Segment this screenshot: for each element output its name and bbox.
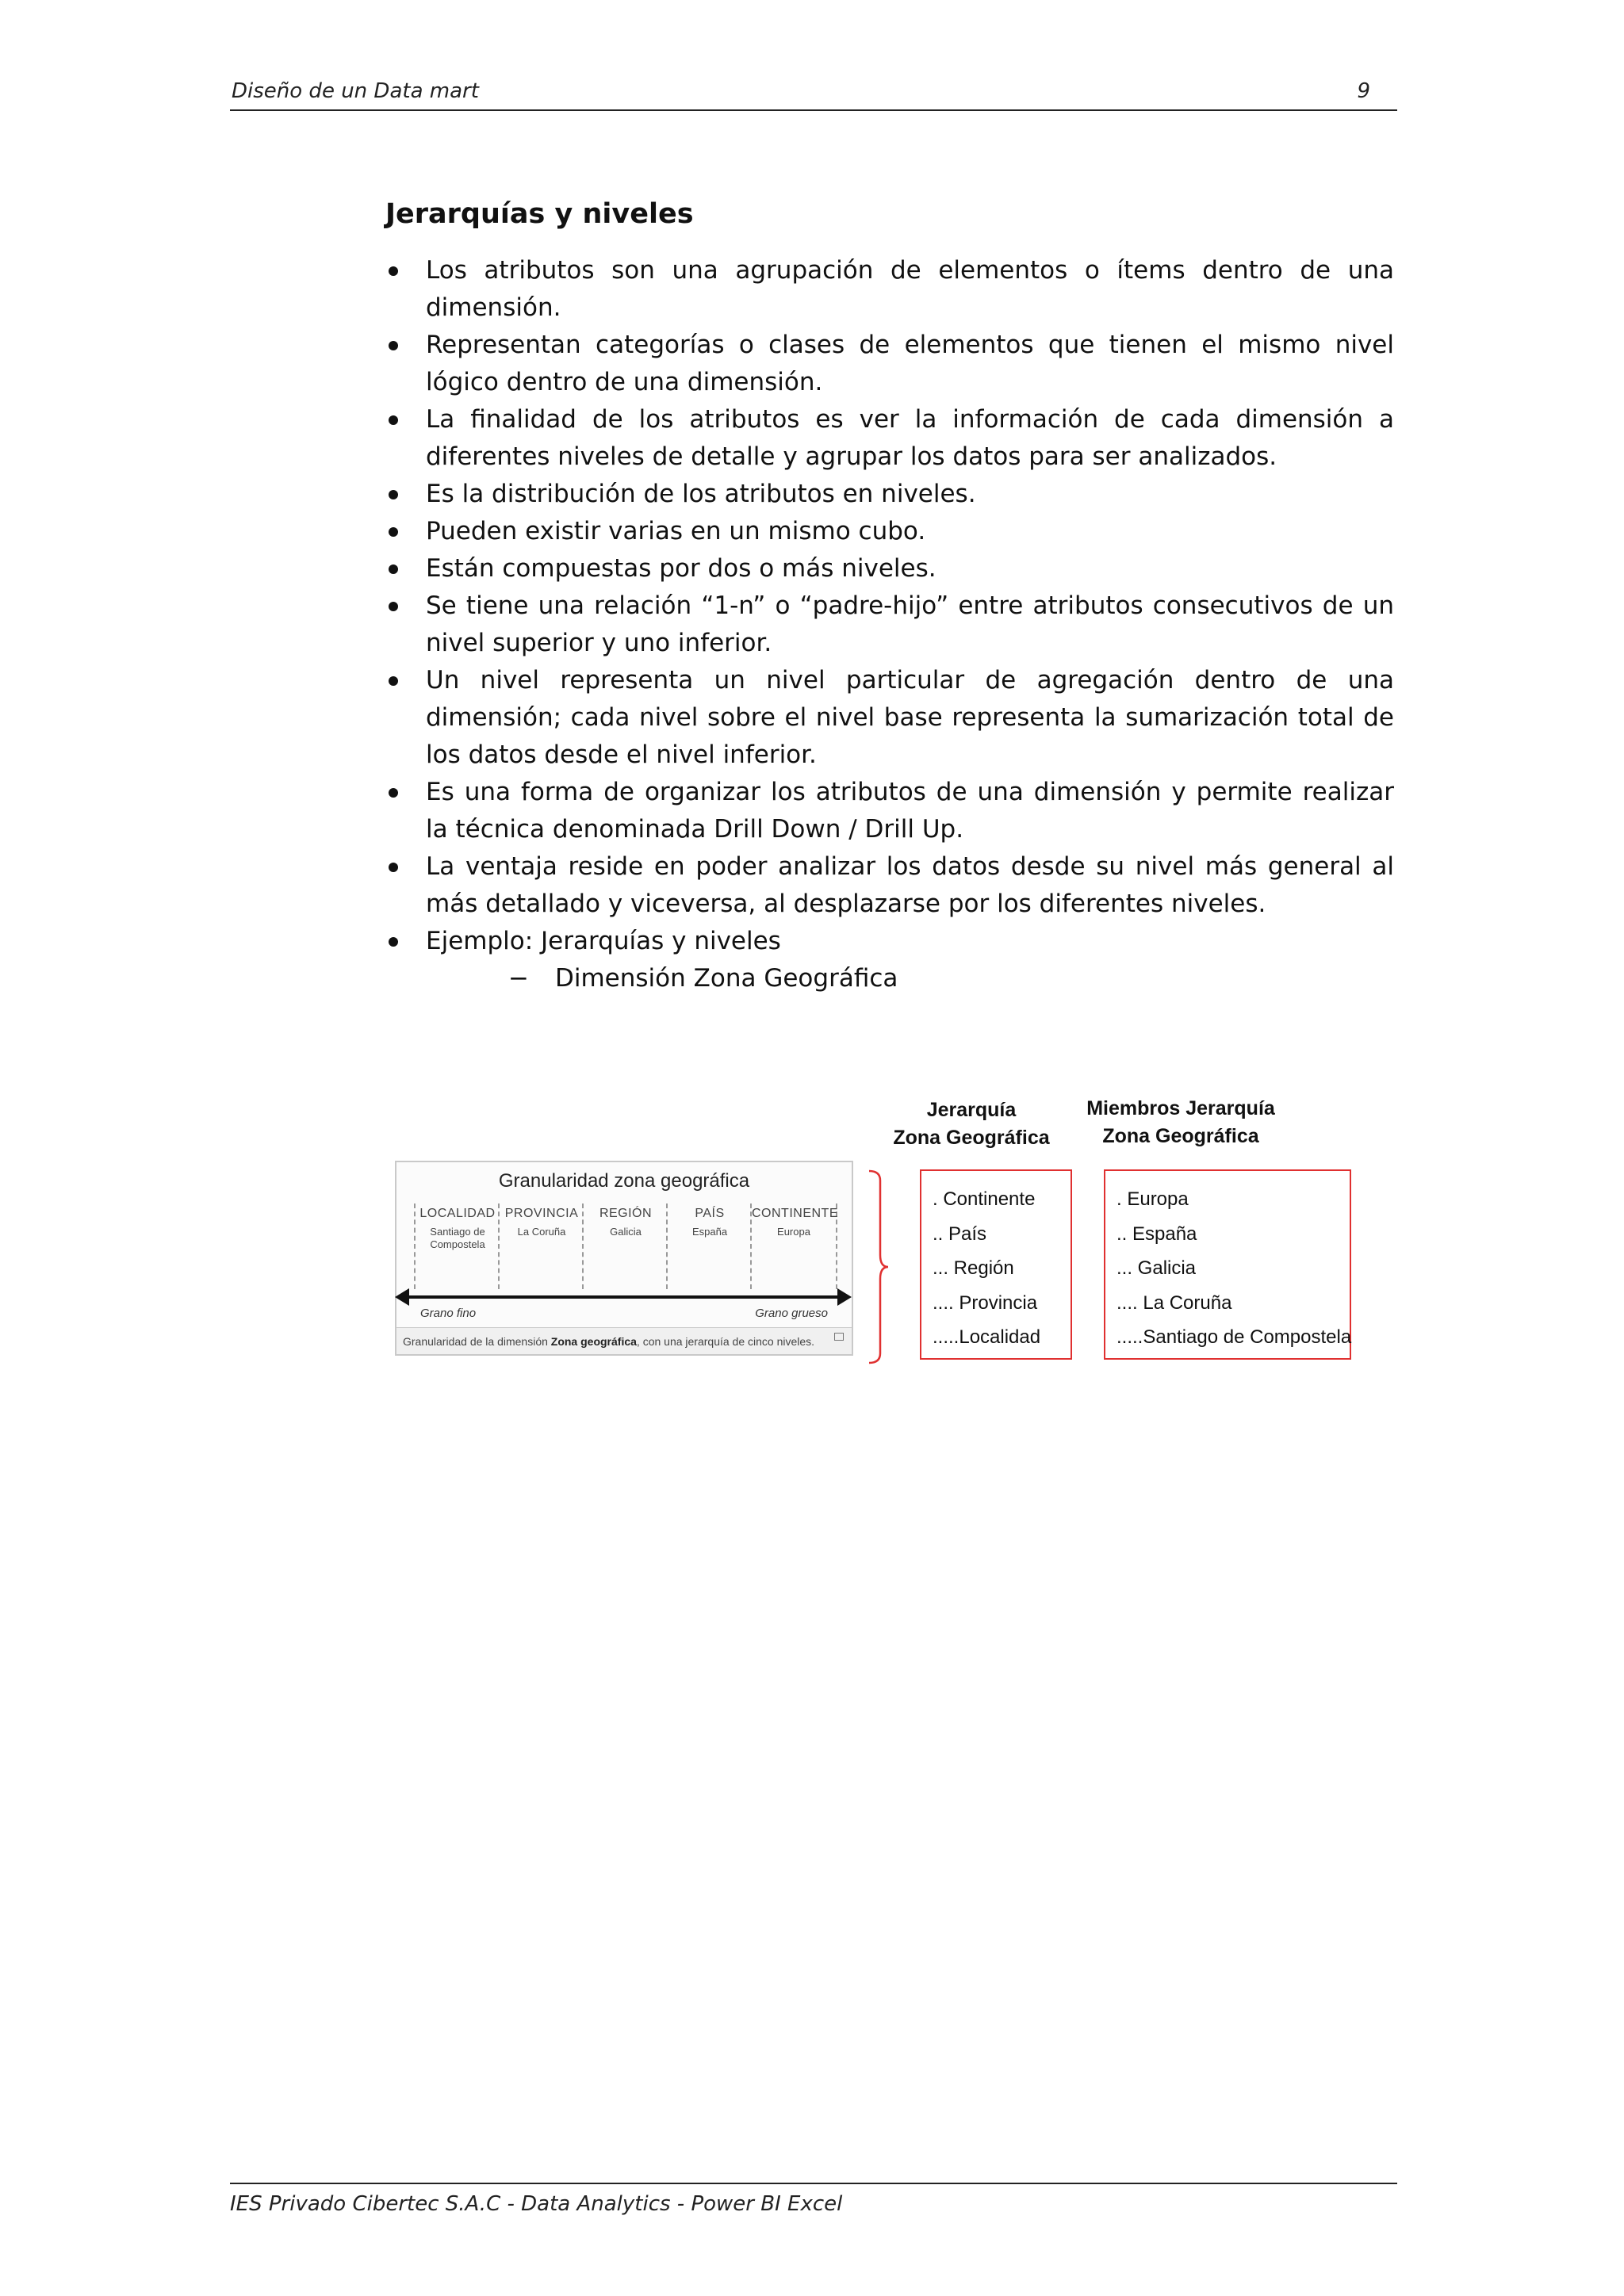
level-example (416, 1226, 500, 1251)
level-region (582, 1203, 668, 1289)
sub-item-text: Dimensión Zona Geográfica (555, 964, 898, 993)
curly-brace-icon (866, 1169, 890, 1364)
level-example-line: Santiago de (430, 1226, 485, 1238)
level-continente (750, 1203, 837, 1289)
bullet-item: Un nivel representa un nivel particular de agregación dentro de una dimensión; cada nivel sobre el nivel base representa la sumarización total de los datos desde el nivel inferior. (385, 662, 1394, 774)
members-heading (1074, 1095, 1288, 1150)
granularity-caption (396, 1327, 852, 1354)
granularity-levels (414, 1203, 838, 1289)
level-name: REGIÓN (599, 1207, 653, 1220)
bullet-item: Pueden existir varias en un mismo cubo. (385, 513, 1394, 550)
level-example-line: Compostela (430, 1238, 485, 1250)
footer-text: IES Privado Cibertec S.A.C - Data Analytics - Power BI Excel (230, 2192, 843, 2216)
level-example: La Coruña (517, 1226, 566, 1238)
hierarchy-level: . Continente (933, 1188, 1036, 1210)
hierarchy-figure (390, 1090, 1365, 1376)
hierarchy-level: .....Localidad (933, 1326, 1041, 1348)
hierarchy-heading-line: Zona Geográfica (893, 1127, 1050, 1149)
granularity-title: Granularidad zona geográfica (498, 1170, 750, 1192)
page-number: 9 (1357, 79, 1370, 103)
bullet-list (385, 252, 1394, 960)
caption-prefix: Granularidad de la dimensión (403, 1335, 551, 1348)
grano-fino-label: Grano fino (420, 1307, 477, 1320)
bullet-item: Es una forma de organizar los atributos de una dimensión y permite realizar la técnica denominada Drill Down / Drill Up. (385, 774, 1394, 848)
level-example: Europa (777, 1226, 810, 1238)
hierarchy-box (920, 1169, 1072, 1360)
member-item: .. España (1116, 1223, 1197, 1245)
level-name: PAÍS (695, 1207, 725, 1220)
level-provincia (498, 1203, 584, 1289)
main-content (385, 190, 1394, 997)
level-name: CONTINENTE (752, 1207, 838, 1220)
dash-marker: − (508, 964, 529, 993)
member-item: . Europa (1116, 1188, 1189, 1210)
caption-suffix: , con una jerarquía de cinco niveles. (636, 1335, 815, 1348)
members-box (1104, 1169, 1351, 1360)
members-heading-line: Miembros Jerarquía (1086, 1097, 1275, 1119)
hierarchy-heading-line: Jerarquía (926, 1099, 1017, 1121)
document-title: Diseño de un Data mart (232, 79, 479, 103)
bullet-item: Se tiene una relación “1-n” o “padre-hijo” entre atributos consecutivos de un nivel superior y uno inferior. (385, 587, 1394, 662)
hierarchy-heading (892, 1096, 1051, 1152)
bullet-item: Los atributos son una agrupación de elementos o ítems dentro de una dimensión. (385, 252, 1394, 327)
level-example: España (691, 1226, 728, 1238)
level-localidad (414, 1203, 500, 1289)
member-item: .....Santiago de Compostela (1116, 1326, 1352, 1348)
member-item: ... Galicia (1116, 1257, 1197, 1279)
bullet-item: Ejemplo: Jerarquías y niveles (385, 923, 1394, 960)
grano-grueso-label: Grano grueso (755, 1307, 828, 1320)
section-title: Jerarquías y niveles (385, 198, 694, 230)
bullet-item: La ventaja reside en poder analizar los datos desde su nivel más general al más detallado y viceversa, al desplazarse por los diferentes niveles. (385, 848, 1394, 923)
granularity-arrow (406, 1295, 841, 1299)
level-example: Galicia (610, 1226, 642, 1238)
bullet-item: Están compuestas por dos o más niveles. (385, 550, 1394, 587)
members-heading-line: Zona Geográfica (1102, 1125, 1259, 1147)
level-pais (666, 1203, 752, 1289)
level-name: LOCALIDAD (419, 1207, 496, 1220)
level-name: PROVINCIA (504, 1207, 579, 1220)
expand-icon (834, 1333, 844, 1341)
member-item: .... La Coruña (1116, 1292, 1232, 1314)
page-header (230, 76, 1397, 111)
bullet-item: Representan categorías o clases de elementos que tienen el mismo nivel lógico dentro de una dimensión. (385, 327, 1394, 401)
caption-bold: Zona geográfica (550, 1335, 637, 1348)
page-footer (230, 2183, 1397, 2216)
hierarchy-level: .... Provincia (933, 1292, 1038, 1314)
granularity-image (395, 1161, 853, 1356)
bullet-item: La finalidad de los atributos es ver la información de cada dimensión a diferentes niveles de detalle y agrupar los datos para ser analizados. (385, 401, 1394, 476)
hierarchy-level: .. País (933, 1223, 987, 1245)
bullet-item: Es la distribución de los atributos en niveles. (385, 476, 1394, 513)
hierarchy-level: ... Región (933, 1257, 1014, 1279)
sub-item (385, 960, 1394, 997)
